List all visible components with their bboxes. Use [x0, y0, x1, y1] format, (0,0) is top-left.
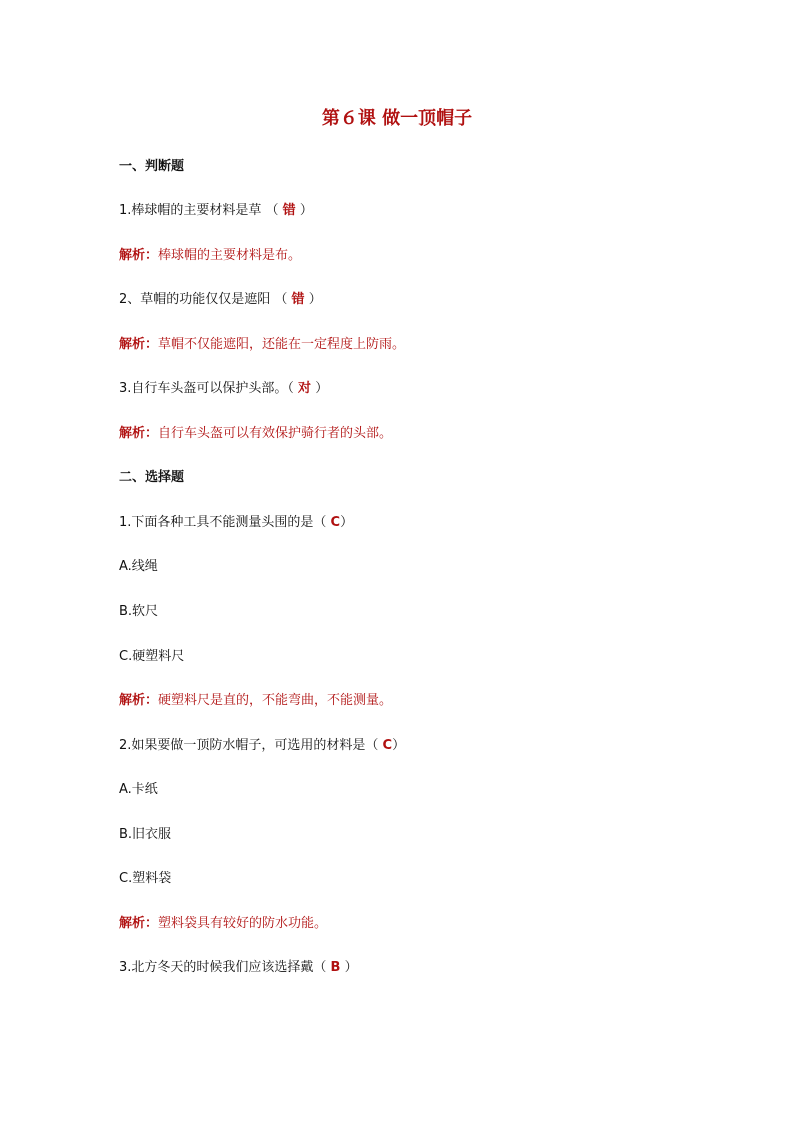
paren-close: ） [340, 515, 354, 530]
choice-question-3 [119, 959, 358, 977]
question-3 [119, 380, 328, 398]
explanation-label: 解析： [119, 337, 159, 352]
option-a: A.卡纸 [119, 782, 158, 797]
section-heading-judgment: 一、判断题 [119, 159, 185, 174]
question-text: 1.棒球帽的主要材料是草 （ [119, 203, 283, 218]
section-heading-choice: 二、选择题 [119, 470, 185, 485]
question-1 [119, 202, 313, 220]
paren-close: ） [392, 738, 406, 753]
answer: 错 [282, 203, 296, 218]
paren-close: ） [295, 203, 313, 218]
lesson-title: 第６课 做一顶帽子 [321, 108, 473, 129]
explanation-text: 硬塑料尺是直的，不能弯曲，不能测量。 [158, 693, 393, 708]
explanation-label: 解析： [119, 693, 159, 708]
question-text: 2、草帽的功能仅仅是遮阳 （ [119, 292, 292, 307]
option-c: C.硬塑料尺 [119, 649, 185, 664]
option-b: B.软尺 [119, 604, 159, 619]
answer: C [382, 738, 393, 753]
explanation-text: 棒球帽的主要材料是布。 [158, 248, 302, 263]
question-text: 3.北方冬天的时候我们应该选择戴（ [119, 960, 331, 975]
answer: C [330, 515, 341, 530]
explanation-2 [119, 336, 405, 354]
option-a: A.线绳 [119, 559, 158, 574]
option-b: B.旧衣服 [119, 827, 172, 842]
paren-close: ） [340, 960, 358, 975]
question-2 [119, 291, 322, 309]
choice-explanation-2 [119, 915, 327, 933]
explanation-1 [119, 247, 301, 265]
explanation-label: 解析： [119, 916, 159, 931]
question-text: 3.自行车头盔可以保护头部。（ [119, 381, 299, 396]
explanation-text: 自行车头盔可以有效保护骑行者的头部。 [158, 426, 393, 441]
answer: B [330, 960, 341, 975]
paren-close: ） [304, 292, 322, 307]
answer: 错 [291, 292, 305, 307]
answer: 对 [298, 381, 312, 396]
explanation-label: 解析： [119, 248, 159, 263]
paren-close: ） [311, 381, 329, 396]
explanation-3 [119, 425, 392, 443]
choice-explanation-1 [119, 692, 392, 710]
option-c: C.塑料袋 [119, 871, 172, 886]
explanation-label: 解析： [119, 426, 159, 441]
question-text: 2.如果要做一顶防水帽子，可选用的材料是（ [119, 738, 383, 753]
choice-question-2 [119, 737, 405, 755]
question-text: 1.下面各种工具不能测量头围的是（ [119, 515, 331, 530]
explanation-text: 塑料袋具有较好的防水功能。 [158, 916, 328, 931]
explanation-text: 草帽不仅能遮阳，还能在一定程度上防雨。 [158, 337, 406, 352]
choice-question-1 [119, 514, 353, 532]
